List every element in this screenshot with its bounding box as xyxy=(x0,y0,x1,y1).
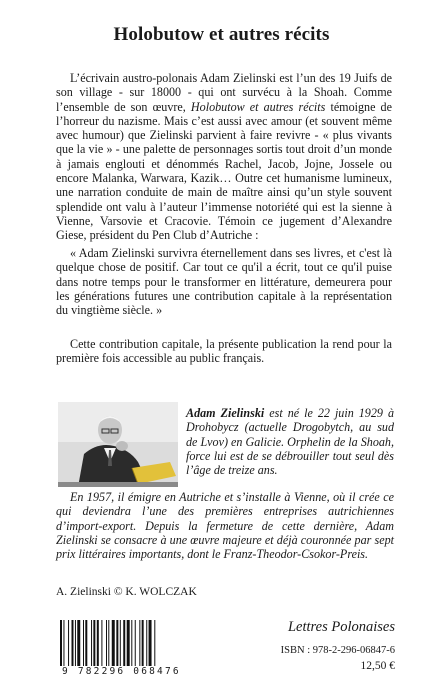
author-bio-intro xyxy=(186,406,394,477)
author-name: Adam Zielinski xyxy=(186,406,265,420)
description-text-end: témoigne de l’horreur du nazisme. Mais c’est aussi avec amour (et souvent même avec humour) que Zielinski parvient à faire revivre - « plus vivants que la vie » - une palette de personnages sortis tout droit d’un monde à jamais englouti et dénommés Rachel, Jacob, Jojne, Jossele ou encore Malanka, Warwara, Kazik… Outre cet humanisme lumineux, une narration conduite de main de maître ainsi qu’un style souvent splendide ont valu à l’auteur l’immense notoriété qui est la sienne à Vienne, Varsovie et Cracovie. Témoin ce jugement d’Alexandre Giese, président du Pen Club d’Autriche : xyxy=(56,99,392,243)
author-photo-image xyxy=(58,402,178,487)
book-title: Holobutow et autres récits xyxy=(113,24,330,45)
isbn: ISBN : 978-2-296-06847-6 xyxy=(280,645,395,656)
author-bio-text: est né le 22 juin 1929 à Drohobycz (actuelle Drogobytch, au sud de Lvov) en Galicie. Orphelin de la Shoah, force lui est de se débrouiller tout seul dès l’âge de treize ans. xyxy=(186,406,394,478)
barcode-number: 9 782296 068476 xyxy=(62,666,181,677)
closing-paragraph: Cette contribution capitale, la présente publication la rend pour la première fois accessible au public français. xyxy=(56,337,392,366)
book-title-inline: Holobutow et autres récits xyxy=(190,99,326,114)
description-text-start: L’écrivain austro-polonais Adam Zielinski est l’un des 19 Juifs de son village - sur 18000 - qui ont survécu à la Shoah. Comme l’ensemble de son œuvre, xyxy=(56,71,392,114)
author-photo xyxy=(58,402,178,487)
barcode-bars xyxy=(58,620,188,670)
quote-paragraph: « Adam Zielinski survivra éternellement dans ses livres, et c'est là quelque chose de positif. Car tout ce qu'il a écrit, tout ce qu'il puise dans notre temps pour le transformer en littérature, demeurera pour les générations futures une contribution capitale à la représentation du vingtième siècle. » xyxy=(56,246,392,318)
description-paragraph xyxy=(56,71,392,243)
author-bio-continued xyxy=(56,490,394,561)
photo-credit: A. Zielinski © K. WOLCZAK xyxy=(56,586,197,598)
price: 12,50 € xyxy=(360,660,395,672)
author-bio-text-2: En 1957, il émigre en Autriche et s’installe à Vienne, où il crée ce qui deviendra l’une des premières entreprises autrichiennes d’import-export. Depuis la fermeture de cette dernière, Adam Zielinski se consacre à une œuvre majeure et déjà couronnée par sept prix littéraires importants, dont le Franz-Theodor-Csokor-Preis. xyxy=(56,490,394,562)
series-name: Lettres Polonaises xyxy=(287,619,395,635)
